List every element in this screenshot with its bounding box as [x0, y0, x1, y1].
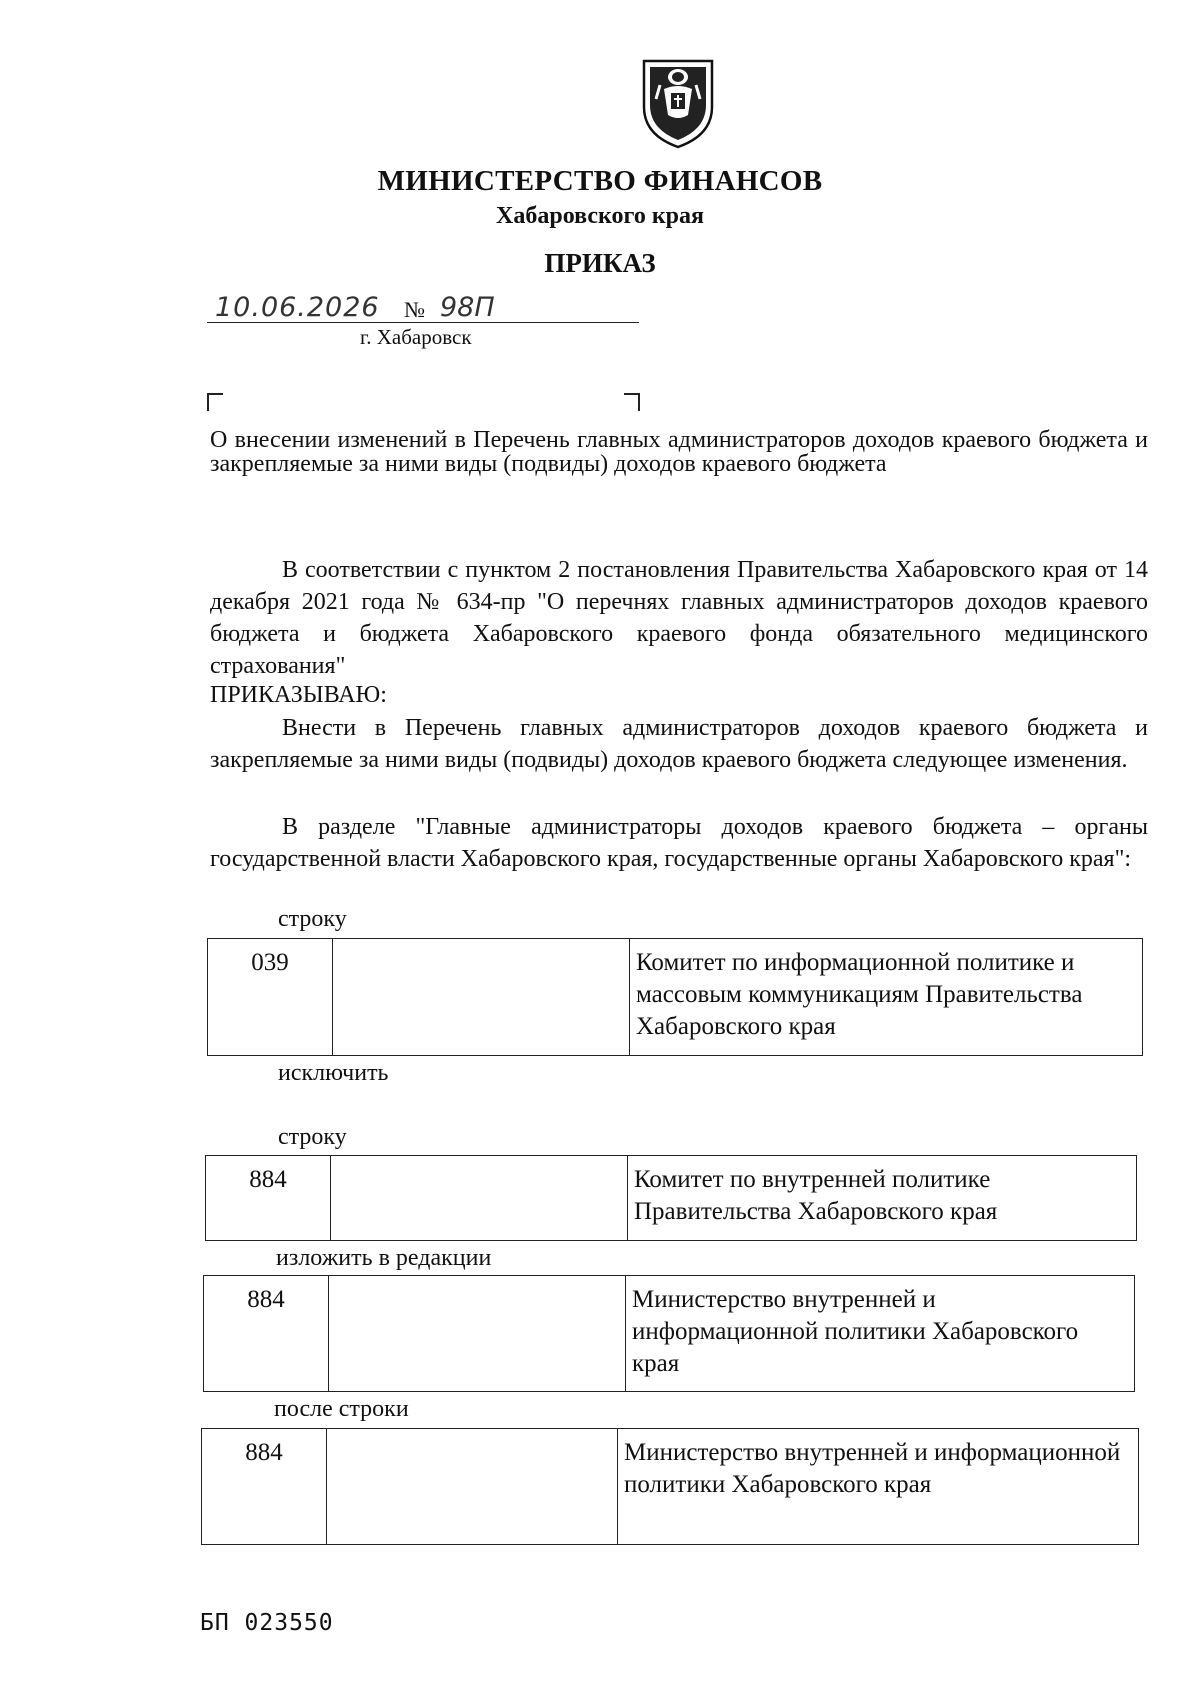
- change-table: [205, 1155, 1137, 1241]
- paragraph-instruction: Внести в Перечень главных администраторов доходов краевого бюджета и закрепляемые за ними виды (подвиды) доходов краевого бюджета следующее изменения.: [210, 715, 1148, 773]
- document-type: ПРИКАЗ: [544, 248, 656, 278]
- change-label-after: изложить в редакции: [276, 1245, 492, 1271]
- change-label-before: строку: [278, 906, 347, 932]
- table-cell-code: 884: [206, 1156, 331, 1241]
- order-number: 98П: [440, 292, 495, 323]
- change-table: [207, 938, 1143, 1056]
- subject-corner-left: [207, 393, 223, 411]
- change-table: [201, 1428, 1139, 1545]
- paragraph-section: В разделе "Главные администраторы доходов краевого бюджета – органы государственной власти Хабаровского края, государственные органы Хабаровского края":: [210, 814, 1148, 872]
- table-cell-code: 039: [208, 939, 333, 1056]
- change-label-after: после строки: [274, 1396, 409, 1422]
- change-label-after: исключить: [278, 1060, 389, 1086]
- subject-corner-right: [624, 393, 640, 411]
- order-date: 10.06.2026: [215, 292, 380, 323]
- table-cell-code: 884: [202, 1429, 327, 1545]
- order-word: ПРИКАЗЫВАЮ:: [210, 682, 387, 708]
- table-cell-code: 884: [204, 1276, 329, 1392]
- table-cell-middle: [329, 1276, 626, 1392]
- table-cell-name: Комитет по внутренней политике Правительства Хабаровского края: [628, 1156, 1137, 1241]
- number-sign: №: [404, 297, 425, 322]
- region-subtitle: Хабаровского края: [496, 203, 704, 229]
- document-subject: О внесении изменений в Перечень главных администраторов доходов краевого бюджета и закрепляемые за ними виды (подвиды) доходов краевого бюджета: [210, 427, 1148, 477]
- ministry-title: МИНИСТЕРСТВО ФИНАНСОВ: [377, 165, 823, 197]
- table-cell-middle: [327, 1429, 618, 1545]
- table-cell-name: Комитет по информационной политике и массовым коммуникациям Правительства Хабаровского края: [630, 939, 1143, 1056]
- table-cell-name: Министерство внутренней и информационной политики Хабаровского края: [626, 1276, 1135, 1392]
- paragraph-basis: В соответствии с пунктом 2 постановления Правительства Хабаровского края от 14 декабря 2021 года № 634-пр "О перечнях главных администраторов доходов краевого бюджета и бюджета Хабаровского краевого фонда обязательного медицинского страхования": [210, 557, 1148, 679]
- table-cell-middle: [333, 939, 630, 1056]
- order-city: г. Хабаровск: [360, 325, 472, 349]
- table-cell-name: Министерство внутренней и информационной политики Хабаровского края: [618, 1429, 1139, 1545]
- table-cell-middle: [331, 1156, 628, 1241]
- coat-of-arms-icon: [638, 55, 718, 150]
- change-table: [203, 1275, 1135, 1392]
- form-code: БП 023550: [200, 1610, 334, 1636]
- change-label-before: строку: [278, 1124, 347, 1150]
